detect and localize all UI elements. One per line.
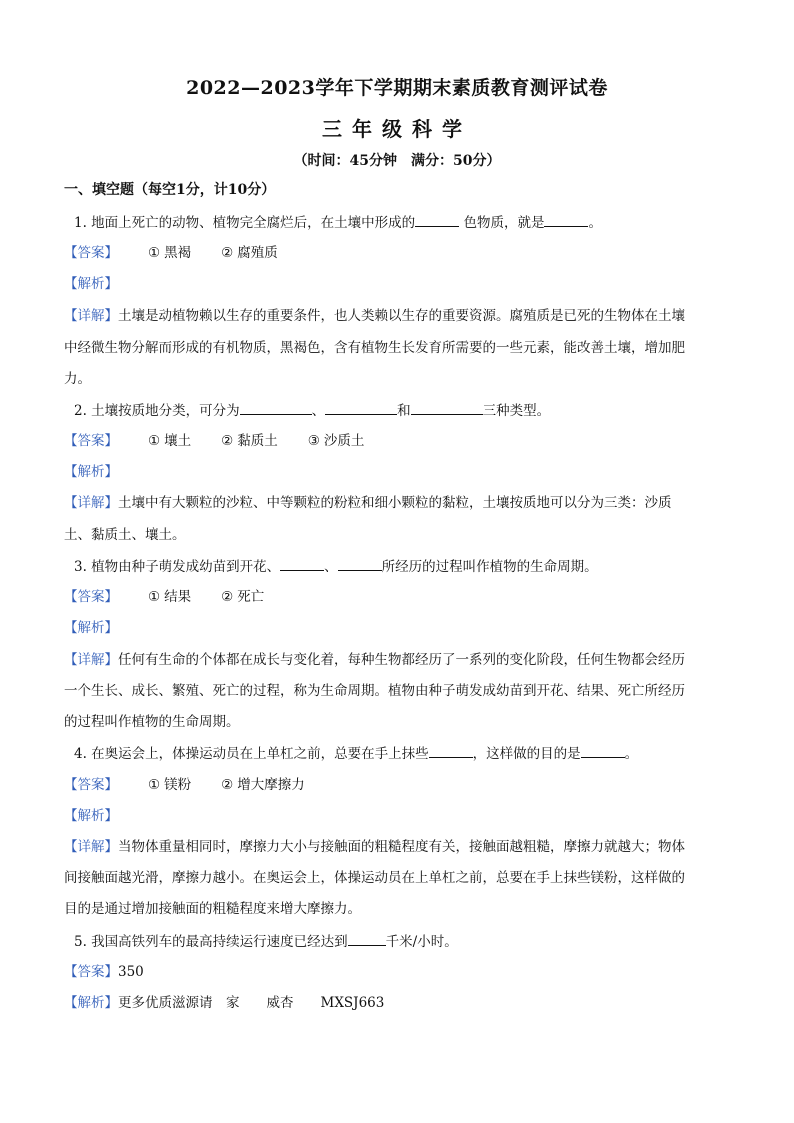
answer-blank [338,556,382,571]
option-text: 腐殖质 [237,245,278,261]
question-5 [74,931,458,952]
question-3-stem-c: 所经历的过程叫作植物的生命周期。 [381,559,598,575]
detail-text: 任何有生命的个体都在成长与变化着，每种生物都经历了一系列的变化阶段，任何生物都会经历 [118,652,685,668]
option-text: 壤土 [164,433,192,449]
detail-line [64,837,685,857]
analysis-label: 【解析】 [64,995,118,1011]
option-text: 黏质土 [237,433,278,449]
detail-line: 间接触面越光滑，摩擦力越小。在奥运会上，体操运动员在上单杠之前，总要在手上抹些镁粉，这样做的 [64,870,685,886]
option-number: ① [148,433,161,449]
question-4-stem-b: ，这样做的目的是 [472,746,581,762]
detail-line [64,493,672,513]
question-2-stem-b: 、 [311,403,326,419]
detail-line [64,306,685,326]
question-2-stem-c: 和 [397,403,411,419]
question-4-stem-a: 4. 在奥运会上，体操运动员在上单杠之前，总要在手上抹些 [74,746,429,762]
answer-label: 【答案】 [64,589,118,605]
detail-text: 土壤是动植物赖以生存的重要条件，也人类赖以生存的重要资源。腐殖质是已死的生物体在土壤 [118,308,685,324]
answer-label: 【答案】 [64,245,118,261]
option-text: 增大摩擦力 [237,777,305,793]
question-3-stem-b: 、 [324,559,338,575]
question-5-stem-a: 5. 我国高铁列车的最高持续运行速度已经达到 [74,934,348,950]
question-3-stem-a: 3. 植物由种子萌发成幼苗到开花、 [74,559,281,575]
question-4-stem-c: 。 [624,746,639,762]
answer-blank [240,400,312,415]
option-text: 死亡 [237,589,265,605]
option-number: ② [221,245,234,261]
option-number: ② [221,589,234,605]
analysis-label: 【解析】 [64,620,118,636]
answer-value: 350 [118,964,144,980]
question-2 [74,400,550,421]
answer-option [221,775,305,795]
analysis-label: 【解析】 [64,464,118,480]
subject-title: 三年级科学 [322,117,472,141]
detail-line: 中经微生物分解而形成的有机物质，黑褐色，含有植物生长发育所需要的一些元素，能改善土壤，增加肥 [64,340,685,356]
detail-line [64,650,685,670]
question-2-stem-d: 三种类型。 [482,403,551,419]
answer-blank [280,556,324,571]
answer-option [148,775,191,795]
detail-label: 【详解】 [64,652,118,668]
answer-blank [429,743,473,758]
answer-row [64,775,305,795]
answer-option [221,587,264,607]
answer-row [64,243,278,263]
detail-label: 【详解】 [64,495,118,511]
option-text: 结果 [164,589,192,605]
question-1-stem-c: 。 [588,215,602,231]
detail-label: 【详解】 [64,308,118,324]
detail-line: 土、黏质土、壤土。 [64,527,186,543]
section-heading: 一、填空题（每空1分，计10分） [64,182,276,198]
question-3 [74,556,598,577]
answer-row [64,587,264,607]
exam-meta: （时间：45分钟 满分：50分） [293,153,501,169]
answer-blank [411,400,483,415]
answer-row [64,962,144,982]
answer-label: 【答案】 [64,777,118,793]
answer-label: 【答案】 [64,433,118,449]
option-text: 黑褐 [164,245,192,261]
option-text: 镁粉 [164,777,192,793]
analysis-text: 更多优质滋源请 家 威杏 MXSJ663 [118,995,385,1011]
option-text: 沙质土 [323,433,365,449]
question-1 [74,212,602,233]
answer-row [64,431,364,451]
answer-blank [348,931,386,946]
answer-option [221,243,278,263]
question-1-stem-a: 1. 地面上死亡的动物、植物完全腐烂后，在土壤中形成的 [74,215,416,231]
analysis-label: 【解析】 [64,808,118,824]
detail-line: 目的是通过增加接触面的粗糙程度来增大摩擦力。 [64,901,361,917]
answer-option [148,243,191,263]
option-number: ① [148,589,161,605]
question-2-stem-a: 2. 土壤按质地分类，可分为 [74,403,240,419]
question-1-stem-b: 色物质，就是 [459,215,545,231]
option-number: ② [221,777,234,793]
answer-blank [415,212,459,227]
answer-blank [581,743,625,758]
answer-blank [325,400,397,415]
detail-label: 【详解】 [64,839,118,855]
option-number: ① [148,245,161,261]
detail-text: 土壤中有大颗粒的沙粒、中等颗粒的粉粒和细小颗粒的黏粒，土壤按质地可以分为三类：沙质 [118,495,672,511]
answer-option [221,431,278,451]
question-4 [74,743,638,764]
exam-title: 2022—2023学年下学期期末素质教育测评试卷 [186,77,608,99]
answer-blank [544,212,588,227]
detail-line: 的过程叫作植物的生命周期。 [64,714,240,730]
option-number: ③ [307,433,320,449]
question-5-stem-b: 千米/小时。 [385,934,458,950]
answer-label: 【答案】 [64,964,118,980]
answer-option [308,431,365,451]
option-number: ② [221,433,234,449]
analysis-row [64,993,384,1013]
detail-line: 一个生长、成长、繁殖、死亡的过程，称为生命周期。植物由种子萌发成幼苗到开花、结果、死亡所经历 [64,683,685,699]
detail-text: 当物体重量相同时，摩擦力大小与接触面的粗糙程度有关，接触面越粗糙，摩擦力就越大；物体 [118,839,685,855]
answer-option [148,587,191,607]
detail-line: 力。 [64,371,91,387]
analysis-label: 【解析】 [64,276,118,292]
option-number: ① [148,777,161,793]
answer-option [148,431,191,451]
